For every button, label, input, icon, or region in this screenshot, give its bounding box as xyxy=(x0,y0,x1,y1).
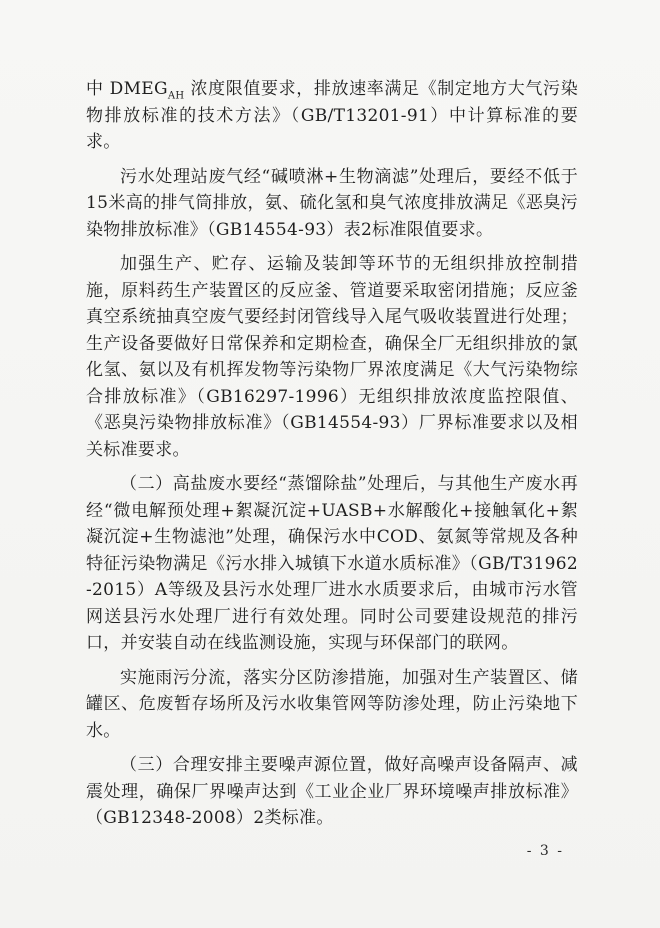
paragraph-dmeg-emission xyxy=(86,76,578,156)
paragraph-high-salt-wastewater: （二）高盐废水要经“蒸馏除盐”处理后，与其他生产废水再经“微电解预处理+絮凝沉淀+UASB+水解酸化+接触氧化+絮凝沉淀+生物滤池”处理，确保污水中COD、氨氮等常规及各种特征污染物满足《污水排入城镇下水道水质标准》（GB/T31962-2015）A等级及县污水处理厂进水水质要求后，由城市污水管网送县污水处理厂进行有效处理。同时公司要建设规范的排污口，并安装自动在线监测设施，实现与环保部门的联网。 xyxy=(86,474,578,653)
paragraph-noise-control: （三）合理安排主要噪声源位置，做好高噪声设备隔声、减震处理，确保厂界噪声达到《工业企业厂界环境噪声排放标准》（GB12348-2008）2类标准。 xyxy=(86,755,578,828)
document-body xyxy=(86,76,578,840)
paragraph-dmeg-subscript: AH xyxy=(167,90,185,102)
paragraph-seepage-prevention: 实施雨污分流，落实分区防渗措施，加强对生产装置区、储罐区、危废暂存场所及污水收集管网等防渗处理，防止污染地下水。 xyxy=(86,667,578,741)
paragraph-fugitive-emission: 加强生产、贮存、运输及装卸等环节的无组织排放控制措施，原料药生产装置区的反应釜、管道要采取密闭措施；反应釜真空系统抽真空废气要经封闭管线导入尾气吸收装置进行处理；生产设备要做好日常保养和定期检查，确保全厂无组织排放的氯化氢、氨以及有机挥发物等污染物厂界浓度满足《大气污染物综合排放标准》（GB16297-1996）无组织排放浓度监控限值、《恶臭污染物排放标准》（GB14554-93）厂界标准要求以及相关标准要求。 xyxy=(86,254,578,460)
paragraph-dmeg-suffix: 浓度限值要求，排放速率满足《制定地方大气污染物排放标准的技术方法》（GB/T13201-91）中计算标准的要求。 xyxy=(86,79,578,152)
paragraph-dmeg-prefix: 中 DMEG xyxy=(86,79,168,99)
page-number: - 3 - xyxy=(526,843,564,859)
paragraph-wastewater-gas: 污水处理站废气经“碱喷淋+生物滴滤”处理后，要经不低于15米高的排气筒排放，氨、硫化氢和臭气浓度排放满足《恶臭污染物排放标准》（GB14554-93）表2标准限值要求。 xyxy=(86,166,578,240)
